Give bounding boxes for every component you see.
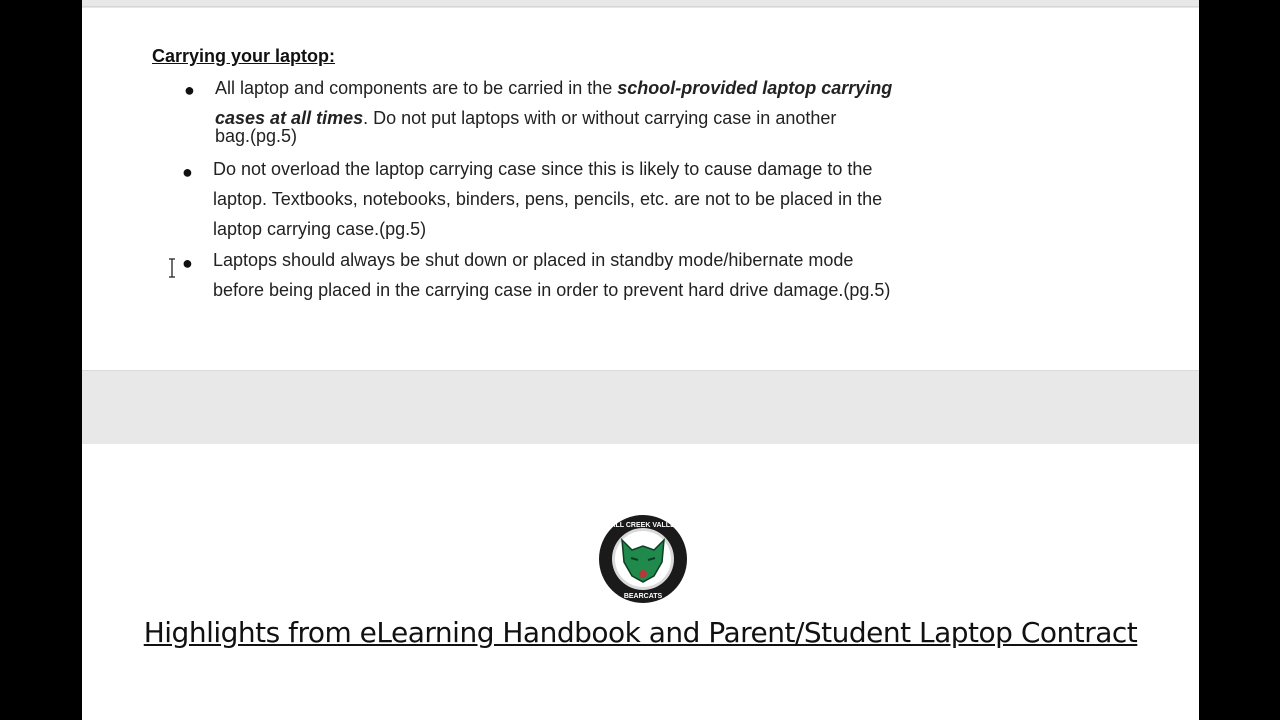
document-page[interactable] [82, 8, 1199, 370]
item-text: Laptops should always be shut down or placed in standby mode/hibernate mode [213, 250, 854, 270]
emphasis-text: school-provided laptop carrying [617, 78, 893, 98]
section-heading: Carrying your laptop: [152, 46, 336, 66]
svg-text:BEARCATS: BEARCATS [623, 593, 663, 600]
emphasis-text: cases at all times [215, 108, 364, 128]
page-title: Highlights from eLearning Handbook and Parent/Student Laptop Contract [143, 616, 1138, 649]
document-page-2[interactable] [82, 444, 1199, 720]
page-gap [82, 370, 1199, 445]
item-text: All laptop and components are to be carried in the [215, 78, 618, 98]
bullet-icon: ● [184, 80, 195, 100]
item-text: laptop. Textbooks, notebooks, binders, pens, pencils, etc. are not to be placed in the [213, 189, 883, 209]
list-item [215, 73, 1045, 147]
svg-text:FALL CREEK VALLEY: FALL CREEK VALLEY [606, 522, 680, 529]
previous-page-edge [82, 0, 1199, 7]
item-text: laptop carrying case.(pg.5) [213, 219, 427, 239]
text-cursor-icon [167, 258, 177, 278]
list-item [213, 245, 1043, 305]
list-item [213, 154, 1043, 244]
item-text: . Do not put laptops with or without carrying case in another [363, 108, 837, 128]
bullet-icon: ● [182, 162, 193, 182]
item-text: bag.(pg.5) [215, 126, 298, 146]
bearcat-logo-icon [598, 514, 688, 604]
document-viewport[interactable] [82, 0, 1199, 720]
bullet-icon: ● [182, 253, 193, 273]
item-text: before being placed in the carrying case in order to prevent hard drive damage.(pg.5) [213, 280, 891, 300]
item-text: Do not overload the laptop carrying case since this is likely to cause damage to the [213, 159, 873, 179]
